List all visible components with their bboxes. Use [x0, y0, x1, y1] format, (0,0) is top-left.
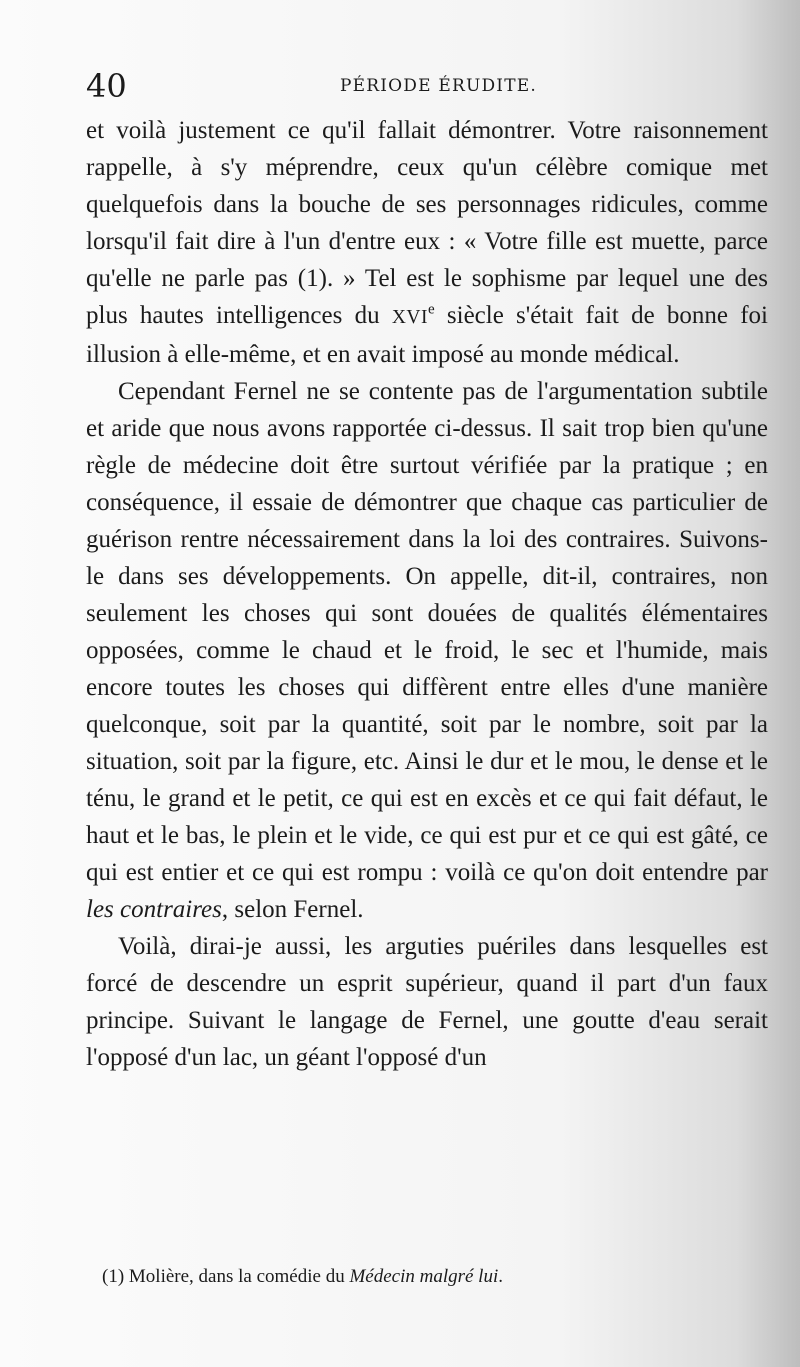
footnote-text: Molière, dans la comédie du	[124, 1266, 350, 1287]
paragraph-1-tail: siècle s'était fait de bonne foi illusion à elle-même, et en avait imposé au monde médical.	[86, 302, 769, 368]
page-number: 40	[86, 67, 127, 105]
paragraph-2-tail: , selon Fernel.	[221, 896, 364, 923]
footnote	[102, 1262, 762, 1292]
paragraph-2	[86, 373, 768, 928]
paragraph-2-italic: les contraires	[86, 896, 222, 923]
footnote-title: Médecin malgré lui	[349, 1266, 499, 1287]
footnote-marker: (1)	[102, 1266, 125, 1287]
paragraph-1	[86, 112, 768, 373]
body-text	[86, 112, 768, 1222]
paragraph-3-text: Voilà, dirai-je aussi, les arguties puériles dans lesquelles est forcé de descendre un esprit supérieur, quand il part d'un faux principe. Suivant le langage de Fernel, une goutte d'eau serait l'opposé d'un lac, un géant l'opposé d'un	[86, 933, 768, 1071]
footnote-end: .	[498, 1266, 503, 1287]
paragraph-1-text: et voilà justement ce qu'il fallait démontrer. Votre raisonnement rappelle, à s'y méprendre, ceux qu'un célèbre comique met quelquefois dans la bouche de ses personnages ridicules, comme lorsqu'il fait dire à l'un d'entre eux : « Votre fille est muette, parce qu'elle ne parle pas (1). » Tel est le sophisme par lequel une des plus hautes intelligences du	[86, 117, 768, 329]
century-numeral: XVI	[391, 307, 428, 328]
paragraph-3	[86, 928, 768, 1076]
paragraph-2-text: Cependant Fernel ne se contente pas de l'argumentation subtile et aride que nous avons rapportée ci-dessus. Il sait trop bien qu'une règle de médecine doit être surtout vérifiée par la pratique ; en conséquence, il essaie de démontrer que chaque cas particulier de guérison rentre nécessairement dans la loi des contraires. Suivons-le dans ses développements. On appelle, dit-il, contraires, non seulement les choses qui sont douées de qualités élémentaires opposées, comme le chaud et le froid, le sec et l'humide, mais encore toutes les choses qui diffèrent entre elles d'une manière quelconque, soit par la quantité, soit par le nombre, soit par la situation, soit par la figure, etc. Ainsi le dur et le mou, le dense et le ténu, le grand et le petit, ce qui est en excès et ce qui fait défaut, le haut et le bas, le plein et le vide, ce qui est pur et ce qui est gâté, ce qui est entier et ce qui est rompu : voilà ce qu'on doit entendre par	[86, 378, 768, 886]
running-head: PÉRIODE ÉRUDITE.	[340, 76, 537, 96]
century-superscript: e	[428, 301, 435, 318]
page-header	[86, 66, 766, 106]
